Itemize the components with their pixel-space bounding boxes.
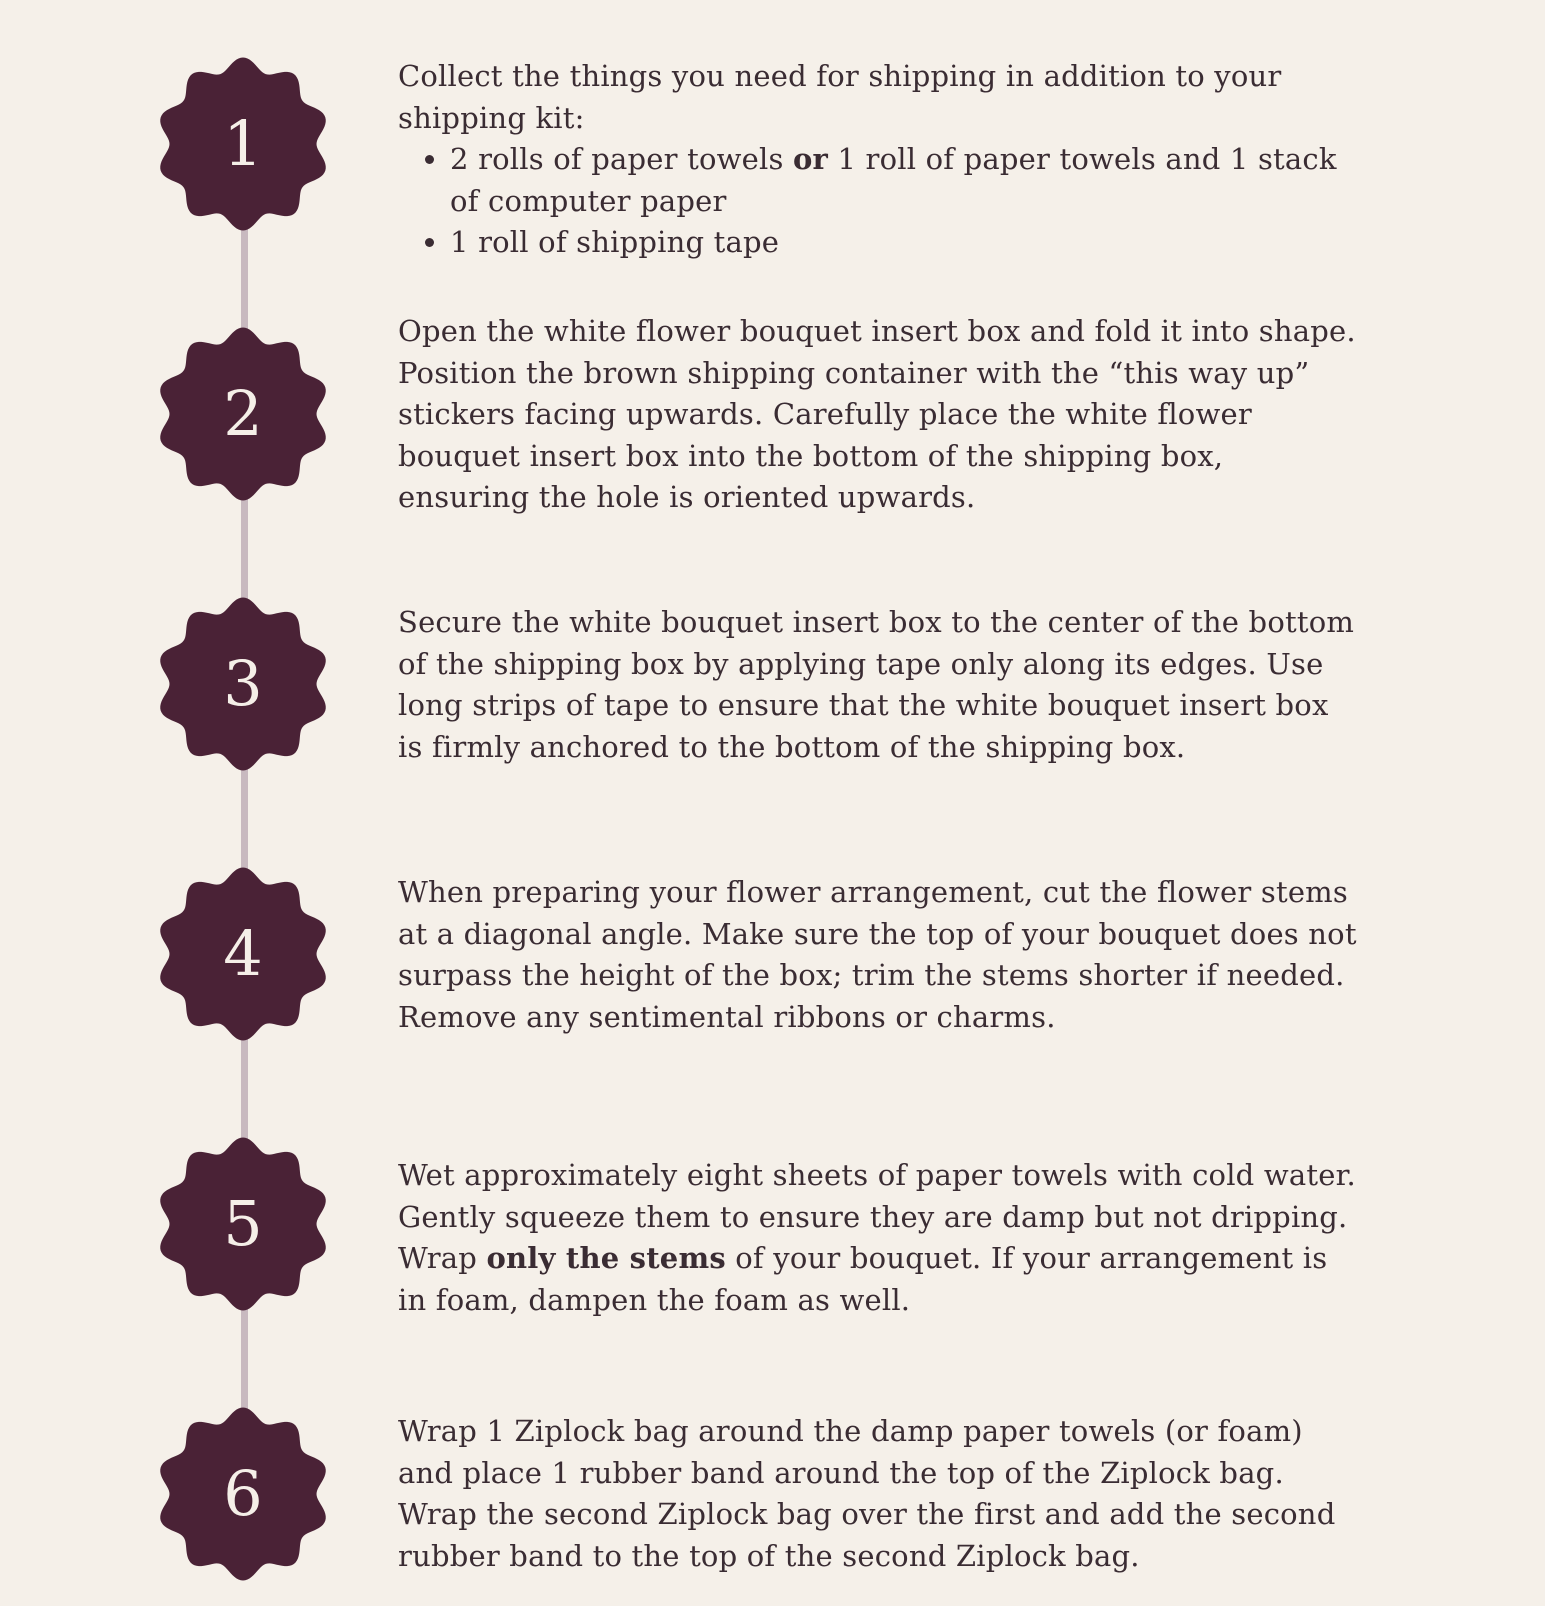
step-1-intro: Collect the things you need for shipping in addition to your shipping kit: <box>398 59 1282 135</box>
step-6-text <box>398 1411 1358 1577</box>
step-number: 6 <box>223 1457 263 1530</box>
step-number: 4 <box>223 917 263 990</box>
step-2-text <box>398 311 1358 519</box>
step-number: 2 <box>223 377 263 450</box>
paragraph-text: of your bouquet. If your arrangement is in foam, dampen the foam as well. <box>398 1241 1328 1317</box>
list-item <box>450 139 1358 222</box>
emphasis-text: only the stems <box>486 1241 726 1275</box>
emphasis-text: or <box>793 142 829 176</box>
step-1-text <box>398 56 1358 264</box>
step-paragraph: When preparing your flower arrangement, cut the flower stems at a diagonal angle. Make sure the top of your bouquet does not surpass the height of the box; trim the stems shorter if needed. Remove any sentimental ribbons or charms. <box>398 875 1357 1034</box>
step-3-badge <box>155 596 331 772</box>
step-number: 1 <box>223 107 263 180</box>
step-4-text <box>398 872 1358 1038</box>
step-5-badge <box>155 1136 331 1312</box>
step-1-badge <box>155 56 331 232</box>
list-item-text: 1 roll of shipping tape <box>450 225 780 259</box>
step-paragraph: Secure the white bouquet insert box to the center of the bottom of the shipping box by applying tape only along its edges. Use long strips of tape to ensure that the white bouquet insert box is firmly anchored to the bottom of the shipping box. <box>398 605 1355 764</box>
step-5-text <box>398 1155 1358 1321</box>
supplies-list <box>398 139 1358 264</box>
step-paragraph: Open the white flower bouquet insert box and fold it into shape. Position the brown shipping container with the “this way up” stickers facing upwards. Carefully place the white flower bouquet insert box into the bottom of the shipping box, ensuring the hole is oriented upwards. <box>398 314 1356 514</box>
step-3-text <box>398 602 1358 768</box>
paragraph-text: Wet approximately eight sheets of paper towels with cold water. Gently squeeze them to ensure they are damp but not dripping. Wrap <box>398 1158 1356 1275</box>
step-paragraph <box>398 1155 1358 1321</box>
step-number: 5 <box>223 1187 263 1260</box>
step-4-badge <box>155 866 331 1042</box>
list-item-text: 1 roll of paper towels and 1 stack of computer paper <box>450 142 1337 218</box>
step-6-badge <box>155 1406 331 1582</box>
list-item-text: 2 rolls of paper towels <box>450 142 793 176</box>
step-paragraph: Wrap 1 Ziplock bag around the damp paper towels (or foam) and place 1 rubber band around the top of the Ziplock bag. Wrap the second Ziplock bag over the first and add the second rubber band to the top of the second Ziplock bag. <box>398 1414 1336 1573</box>
step-number: 3 <box>223 647 263 720</box>
step-2-badge <box>155 326 331 502</box>
list-item <box>450 222 1358 264</box>
